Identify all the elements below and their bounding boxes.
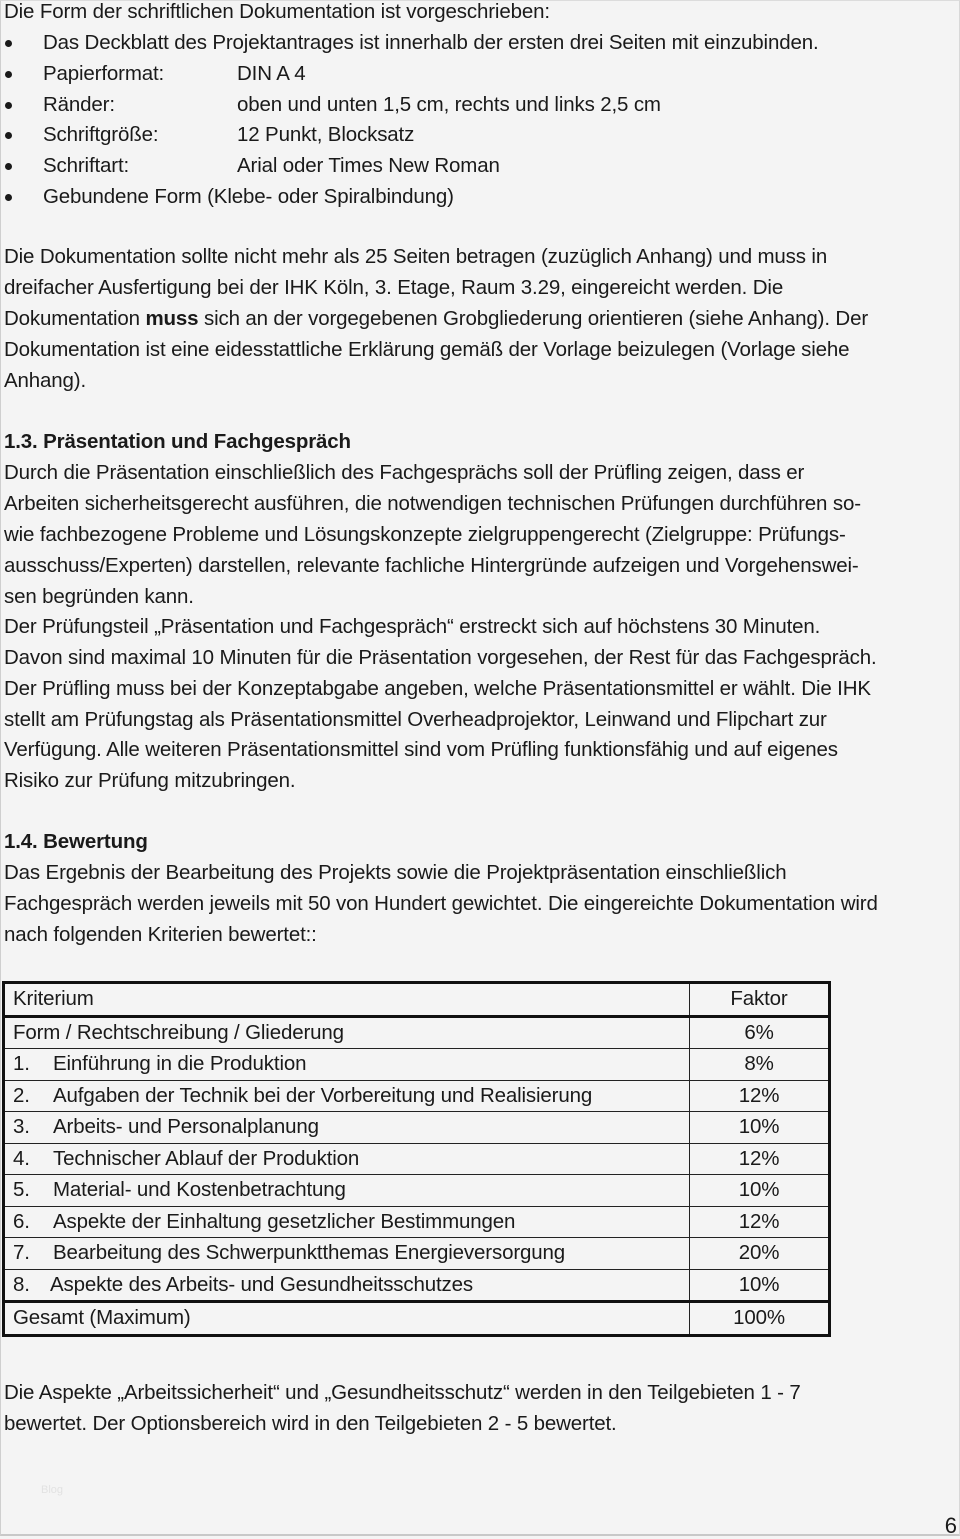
paragraph-line: Die Dokumentation sollte nicht mehr als 25 Seiten betragen (zuzüglich Anhang) und muss in	[4, 245, 828, 268]
requirement-value: 12 Punkt, Blocksatz	[237, 123, 415, 147]
total-label: Gesamt (Maximum)	[4, 1302, 690, 1336]
criterion-text: Material- und Kostenbetrachtung	[53, 1178, 346, 1202]
row-number: 7.	[13, 1241, 30, 1265]
paragraph-line	[4, 304, 868, 335]
intro-text: Die Form der schriftlichen Dokumentation ist vorgeschrieben:	[4, 0, 550, 23]
row-number: 4.	[13, 1146, 30, 1170]
paragraph-line: ausschuss/Experten) darstellen, relevante fachliche Hintergründe aufzeigen und Vorgehenswei-	[4, 554, 859, 577]
factor-cell: 10%	[690, 1175, 830, 1207]
criterion-cell	[4, 1049, 690, 1081]
table-row	[4, 1016, 830, 1049]
paragraph-line: Arbeiten sicherheitsgerecht ausführen, die notwendigen technischen Prüfungen durchführen so-	[4, 492, 861, 515]
factor-cell: 20%	[690, 1238, 830, 1270]
bullet-icon	[5, 40, 12, 47]
section-heading-1-3: 1.3. Präsentation und Fachgespräch	[4, 430, 351, 453]
paragraph-line: Anhang).	[4, 369, 87, 392]
row-number: 6.	[13, 1209, 30, 1233]
criterion-cell	[4, 1238, 690, 1270]
criterion-cell	[4, 1112, 690, 1144]
table-row	[4, 1049, 830, 1081]
table-total-row	[4, 1302, 830, 1336]
bullet-icon	[5, 102, 12, 109]
table-row	[4, 1238, 830, 1270]
requirement-label: Gebundene Form (Klebe- oder Spiralbindung)	[43, 184, 454, 208]
paragraph-line: Die Aspekte „Arbeitssicherheit“ und „Gesundheitsschutz“ werden in den Teilgebieten 1 - 7	[4, 1381, 801, 1404]
criterion-cell: Form / Rechtschreibung / Gliederung	[4, 1016, 690, 1049]
requirement-value: DIN A 4	[237, 61, 306, 85]
criterion-cell	[4, 1269, 690, 1302]
paragraph-line: nach folgenden Kriterien bewertet::	[4, 923, 317, 946]
factor-cell: 12%	[690, 1080, 830, 1112]
requirement-value: oben und unten 1,5 cm, rechts und links 2,5 cm	[237, 92, 661, 116]
header-factor: Faktor	[690, 983, 830, 1017]
criterion-cell	[4, 1175, 690, 1207]
requirement-label: Schriftgröße:	[43, 123, 159, 147]
requirement-label: Schriftart:	[43, 154, 130, 178]
row-number: 3.	[13, 1115, 30, 1139]
section-heading-1-4: 1.4. Bewertung	[4, 830, 148, 853]
table-row	[4, 1269, 830, 1302]
requirement-label: Ränder:	[43, 92, 115, 116]
criterion-text: Aufgaben der Technik bei der Vorbereitung und Realisierung	[53, 1083, 593, 1107]
paragraph-line: Risiko zur Prüfung mitzubringen.	[4, 769, 296, 792]
row-number: 8.	[13, 1272, 30, 1296]
bullet-icon	[5, 132, 12, 139]
paragraph-line: Davon sind maximal 10 Minuten für die Präsentation vorgesehen, der Rest für das Fachgespräch.	[4, 646, 877, 669]
paragraph-line: Dokumentation ist eine eidesstattliche Erklärung gemäß der Vorlage beizulegen (Vorlage siehe	[4, 338, 850, 361]
page-number: 6	[944, 1513, 957, 1538]
criterion-text: Einführung in die Produktion	[53, 1052, 307, 1076]
requirement-label: Das Deckblatt des Projektantrages ist innerhalb der ersten drei Seiten mit einzubinden.	[43, 31, 819, 54]
requirement-value: Arial oder Times New Roman	[237, 154, 500, 178]
header-criterion: Kriterium	[4, 983, 690, 1017]
watermark: Blog	[41, 1484, 64, 1496]
paragraph-line: Der Prüfungsteil „Präsentation und Fachgespräch“ erstreckt sich auf höchstens 30 Minuten.	[4, 615, 821, 638]
row-number: 5.	[13, 1178, 30, 1202]
paragraph-line: Durch die Präsentation einschließlich des Fachgesprächs soll der Prüfling zeigen, dass er	[4, 461, 805, 484]
criterion-cell	[4, 1143, 690, 1175]
criterion-text: Aspekte der Einhaltung gesetzlicher Bestimmungen	[53, 1209, 516, 1233]
table-row	[4, 1175, 830, 1207]
factor-cell: 12%	[690, 1143, 830, 1175]
paragraph-line: Der Prüfling muss bei der Konzeptabgabe angeben, welche Präsentationsmittel er wählt. Die IHK	[4, 677, 871, 700]
bullet-icon	[5, 163, 12, 170]
criterion-cell	[4, 1080, 690, 1112]
factor-cell: 10%	[690, 1112, 830, 1144]
criterion-text: Technischer Ablauf der Produktion	[53, 1146, 360, 1170]
table-row	[4, 1080, 830, 1112]
factor-cell: 12%	[690, 1206, 830, 1238]
paragraph-line: stellt am Prüfungstag als Präsentationsmittel Overheadprojektor, Leinwand und Flipchart zur	[4, 708, 827, 731]
paragraph-line: wie fachbezogene Probleme und Lösungskonzepte zielgruppengerecht (Zielgruppe: Prüfungs-	[4, 523, 846, 546]
paragraph-line: bewertet. Der Optionsbereich wird in den Teilgebieten 2 - 5 bewertet.	[4, 1412, 617, 1435]
factor-cell: 6%	[690, 1016, 830, 1049]
paragraph-line: dreifacher Ausfertigung bei der IHK Köln, 3. Etage, Raum 3.29, eingereicht werden. Die	[4, 276, 784, 299]
paragraph-line: sen begründen kann.	[4, 585, 194, 608]
factor-cell: 8%	[690, 1049, 830, 1081]
factor-cell: 10%	[690, 1269, 830, 1302]
table-row	[4, 1206, 830, 1238]
criterion-text: Bearbeitung des Schwerpunktthemas Energieversorgung	[53, 1241, 565, 1265]
table-row	[4, 1143, 830, 1175]
paragraph-line: Das Ergebnis der Bearbeitung des Projekts sowie die Projektpräsentation einschließlich	[4, 861, 787, 884]
criterion-text: Aspekte des Arbeits- und Gesundheitsschutzes	[50, 1272, 474, 1296]
emphasis-text: muss	[145, 307, 199, 330]
text-run: Dokumentation	[4, 307, 146, 330]
bullet-icon	[5, 194, 12, 201]
requirement-label: Papierformat:	[43, 61, 165, 85]
total-factor: 100%	[690, 1302, 830, 1336]
table-header-row	[4, 983, 830, 1017]
row-number: 2.	[13, 1083, 30, 1107]
criterion-cell	[4, 1206, 690, 1238]
bullet-icon	[5, 71, 12, 78]
criteria-table	[2, 981, 831, 1337]
table-row	[4, 1112, 830, 1144]
paragraph-line: Verfügung. Alle weiteren Präsentationsmittel sind vom Prüfling funktionsfähig und auf eigenes	[4, 738, 838, 761]
criterion-text: Arbeits- und Personalplanung	[53, 1115, 319, 1139]
row-number: 1.	[13, 1052, 30, 1076]
text-run: sich an der vorgegebenen Grobgliederung orientieren (siehe Anhang). Der	[198, 307, 868, 330]
paragraph-line: Fachgespräch werden jeweils mit 50 von Hundert gewichtet. Die eingereichte Dokumentation wird	[4, 892, 878, 915]
